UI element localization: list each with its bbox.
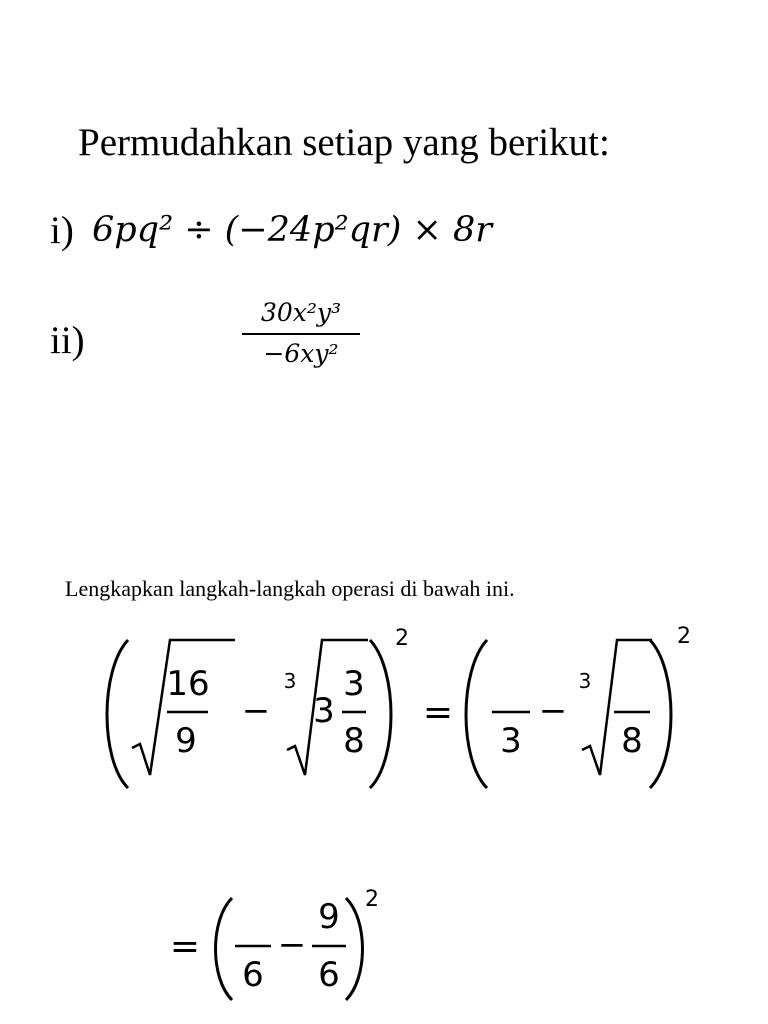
question-2-denominator: −6xy²	[263, 339, 339, 368]
worksheet-title: Permudahkan setiap yang berikut:	[78, 121, 610, 164]
mixed-number-denominator: 8	[343, 721, 365, 761]
left-paren-1	[107, 640, 128, 788]
equals-sign-2: =	[169, 926, 201, 967]
right-paren-3	[346, 898, 363, 1000]
rhs-cube-root-index: 3	[578, 669, 592, 693]
minus-sign-1: −	[241, 691, 271, 731]
question-2-label: ii)	[50, 319, 85, 362]
rhs-exponent: 2	[677, 624, 691, 649]
step-2-numerator-2: 9	[318, 897, 340, 937]
cube-root-index: 3	[283, 669, 297, 693]
right-paren-2	[650, 640, 671, 788]
mixed-number-numerator: 3	[343, 664, 365, 704]
minus-sign-3: −	[277, 925, 307, 965]
minus-sign-2: −	[538, 691, 568, 731]
equals-sign-1: =	[422, 692, 454, 733]
rhs-denominator-1: 3	[500, 721, 522, 761]
instruction-text: Lengkapkan langkah-langkah operasi di bawah ini.	[65, 576, 515, 601]
sqrt-numerator: 16	[166, 664, 210, 704]
sqrt-denominator: 9	[175, 721, 197, 761]
question-1-expression: 6pq² ÷ (−24p²qr) × 8r	[92, 210, 493, 250]
left-paren-2	[466, 640, 487, 788]
question-1-label: i)	[50, 209, 74, 252]
mixed-number-whole: 3	[313, 691, 335, 731]
right-paren-1	[370, 640, 391, 788]
question-2-numerator: 30x²y³	[242, 298, 360, 335]
left-paren-3	[216, 898, 233, 1000]
rhs-denominator-2: 8	[621, 721, 643, 761]
step-2-exponent: 2	[365, 887, 379, 912]
step-2-denominator-1: 6	[242, 955, 264, 995]
exponent-1: 2	[395, 626, 409, 651]
step-2-denominator-2: 6	[318, 955, 340, 995]
